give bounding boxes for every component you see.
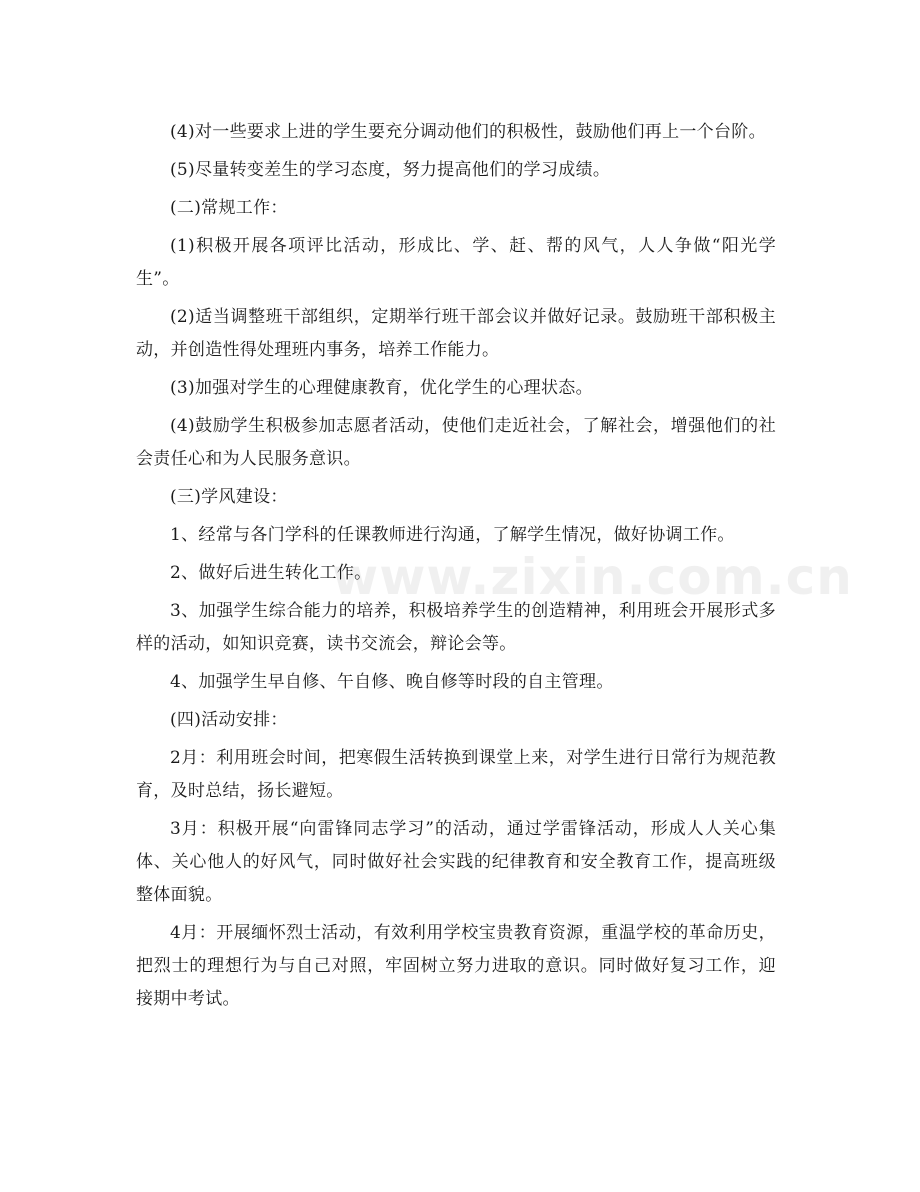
section-heading-activities: (四)活动安排： (170, 710, 288, 730)
paragraph-6: (3)加强对学生的心理健康教育，优化学生的心理状态。 (170, 378, 593, 398)
section-heading-routine-work: (二)常规工作： (170, 198, 288, 218)
paragraph-5: (2)适当调整班干部组织，定期举行班干部会议并做好记录。鼓励班干部积极主动，并创造性得处理班内事务，培养工作能力。 (136, 307, 776, 360)
paragraph-4: (1)积极开展各项评比活动，形成比、学、赶、帮的风气，人人争做“阳光学生”。 (136, 236, 776, 289)
paragraph-9: 1、经常与各门学科的任课教师进行沟通，了解学生情况，做好协调工作。 (170, 525, 735, 545)
document-body (136, 116, 776, 1021)
paragraph-12: 4、加强学生早自修、午自修、晚自修等时段的自主管理。 (170, 672, 614, 692)
paragraph-2: (5)尽量转变差生的学习态度，努力提高他们的学习成绩。 (170, 160, 611, 180)
paragraph-11: 3、加强学生综合能力的培养，积极培养学生的创造精神，利用班会开展形式多样的活动，如知识竞赛，读书交流会，辩论会等。 (136, 601, 776, 654)
section-heading-study-style: (三)学风建设： (170, 487, 288, 507)
paragraph-10: 2、做好后进生转化工作。 (170, 563, 372, 583)
watermark-text: www.zixin.com.cn (332, 548, 853, 606)
paragraph-1: (4)对一些要求上进的学生要充分调动他们的积极性，鼓励他们再上一个台阶。 (170, 122, 766, 142)
paragraph-april: 4月：开展缅怀烈士活动，有效利用学校宝贵教育资源，重温学校的革命历史，把烈士的理想行为与自己对照，牢固树立努力进取的意识。同时做好复习工作，迎接期中考试。 (136, 923, 776, 1009)
paragraph-february: 2月：利用班会时间，把寒假生活转换到课堂上来，对学生进行日常行为规范教育，及时总结，扬长避短。 (136, 748, 776, 801)
paragraph-march: 3月：积极开展“向雷锋同志学习”的活动，通过学雷锋活动，形成人人关心集体、关心他人的好风气，同时做好社会实践的纪律教育和安全教育工作，提高班级整体面貌。 (136, 819, 776, 905)
paragraph-7: (4)鼓励学生积极参加志愿者活动，使他们走近社会，了解社会，增强他们的社会责任心和为人民服务意识。 (136, 416, 776, 469)
